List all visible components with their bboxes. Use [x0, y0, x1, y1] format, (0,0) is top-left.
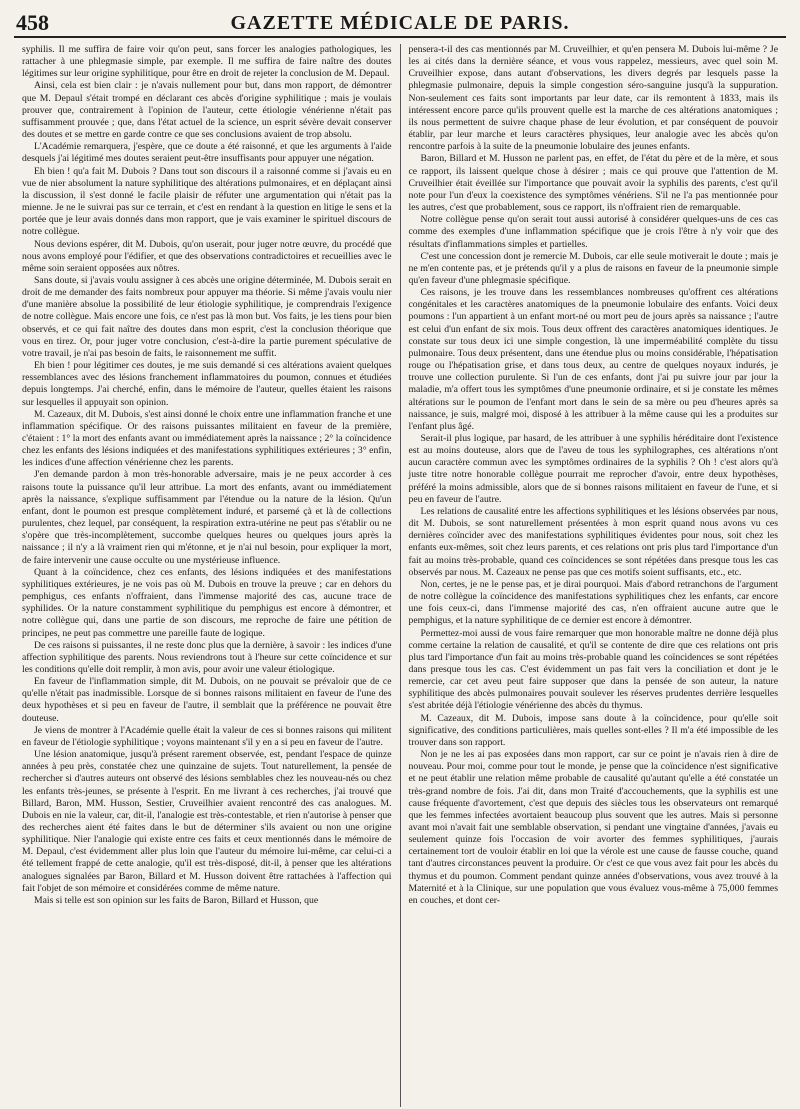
left-column [14, 44, 400, 1107]
paragraph: Permettez-moi aussi de vous faire remarquer que mon honorable maître ne donne déjà plus comme certaine la relation de causalité, et qu'il se contente de dire que ces relations ont pris plus tard l'importance d'un fait au moins très-probable quand les coïncidences se sont répétées dans presque tous les cas. C'est évidemment un pas fait vers la conciliation et dont je le remercie, car cet aveu peut faire supposer que dans la pensée de son auteur, la nature syphilitique des abcès pulmonaires pouvait soulever les réserves prudentes derrière lesquelles s'est abritée déjà l'étiologie vénérienne des abcès du thymus. [408, 627, 778, 712]
paragraph: Eh bien ! pour légitimer ces doutes, je me suis demandé si ces altérations avaient quelques ressemblances avec des lésions franchement inflammatoires du poumon, connues et étudiées depuis longtemps. J'ai cherché, enfin, dans le mémoire de l'auteur, quelles étaient les raisons sur lesquelles il appuyait son opinion. [22, 360, 392, 408]
paragraph: Mais si telle est son opinion sur les faits de Baron, Billard et Husson, que [34, 894, 319, 906]
page-header [14, 10, 786, 38]
paragraph: Quant à la coïncidence, chez ces enfants, des lésions indiquées et des manifestations syphilitiques extérieures, je ne vois pas où M. Dubois en trouve la preuve ; car en dehors du pemphigus, ces enfants n'offraient, dans l'immense majorité des cas, aucune trace de syphilides. Or la nature constamment syphilitique du pemphigus est encore à démontrer, et notre collègue qui, dans une partie de son discours, me reproche de faire une pétition de principes, ne peut pas commettre une pareille faute de logique. [22, 566, 392, 639]
paragraph: Non, certes, je ne le pense pas, et je dirai pourquoi. Mais d'abord retranchons de l'argument de notre collègue la coïncidence des manifestations syphilitiques chez les enfants, car encore une fois ceux-ci, dans l'immense majorité des cas, n'en offraient aucune autre que le pemphigus, et la nature syphilitique de ce dernier est encore à démontrer. [408, 578, 778, 627]
paragraph: Ces raisons, je les trouve dans les ressemblances nombreuses qu'offrent ces altérations congénitales et les caractères anatomiques de la pneumonie lobulaire des enfants. Voici deux poumons : l'un appartient à un enfant mort-né ou mort peu de jours après sa naissance ; l'autre est celui d'un enfant de six mois. Tous deux offrent des caractères anatomiques identiques. Je constate sur tous deux ici une simple congestion, là une imperméabilité complète du tissu pulmonaire. Tous deux présentent, dans une étendue plus ou moins considérable, l'hépatisation rouge ou l'hépatisation grise, et dans tous deux, au centre de quelques noyaux indurés, je trouve une collection purulente. Si l'un de ces enfants, dont j'ai pu suivre jour par jour la maladie, m'a offert tous les symptômes d'une pneumonie ordinaire, et si je constate les mêmes altérations sur le poumon de l'enfant mort dans le sein de sa mère ou peu d'heures après sa naissance, je suis, malgré moi, disposé à les attribuer à la même cause qui les a produites sur l'enfant plus âgé. [408, 287, 778, 432]
paragraph: Sans doute, si j'avais voulu assigner à ces abcès une origine déterminée, M. Dubois serait en droit de me demander des faits nombreux pour appuyer ma théorie. Si même j'avais voulu nier d'une manière absolue la possibilité de leur étiologie syphilitique, je comprendrais l'exigence de notre collègue. Mais encore une fois, ce n'est pas là mon but. Vos faits, je les tiens pour bien observés, et ce qui fait naître des doutes dans mon esprit, c'est la conclusion théorique que vous en tirez. Or, pour juger votre conclusion, c'est-à-dire la partie purement spéculative de votre travail, je n'ai pas besoin de faits, le raisonnement me suffit. [22, 274, 392, 359]
paragraph: Baron, Billard et M. Husson ne parlent pas, en effet, de l'état du père et de la mère, et sous ce rapport, ils laissent quelque chose à désirer ; mais ce qui prouve que l'attention de M. Cruveilhier était éveillée sur l'importance que pouvait avoir la syphilis des parents, c'est qu'il note pour l'un d'eux la coexistence des symptômes vénériens. S'il ne l'a pas mentionnée pour les autres, c'est que probablement, sous ce rapport, ils n'offraient rien de remarquable. [408, 153, 778, 214]
paragraph: pensera-t-il des cas mentionnés par M. Cruveilhier, et qu'en pensera M. Dubois lui-même ? Je les ai cités dans la dernière séance, et vous vous rappelez, messieurs, avec quel soin M. Cruveilhier expose, dans autant d'observations, les divers degrés par lesquels passe la phlegmasie pulmonaire, depuis la simple congestion séro-sanguine jusqu'à la suppuration. Non-seulement ces faits sont importants par leur date, car ils remontent à 1833, mais ils intéressent encore parce qu'ils prouvent quelle est la marche de ces altérations anatomiques ; ils nous permettent de suivre chaque phase de leur évolution, et par conséquent de pouvoir établir, par leur marche et leurs caractères physiques, leur analogie avec les abcès qu'on rencontre parfois à la suite de la pneumonie lobulaire des jeunes enfants. [408, 44, 778, 153]
paragraph: C'est une concession dont je remercie M. Dubois, car elle seule motiverait le doute ; mais je ne m'en contente pas, et je prétends qu'il y a plus de raisons en faveur de la pneumonie simple qu'en faveur d'une phlegmasie spécifique. [408, 250, 778, 286]
paragraph: Non je ne les ai pas exposées dans mon rapport, car sur ce point je n'avais rien à dire de nouveau. Pour moi, comme pour tout le monde, je pense que la coïncidence n'est significative et ne peut établir une relation même probable de causalité qu'autant qu'elle a été constatée un très-grand nombre de fois. J'ai dit, dans mon Traité d'accouchements, que la syphilis est une cause fréquente d'avortement, c'est que depuis des siècles tous les observateurs ont remarqué que les femmes infectées avortaient beaucoup plus souvent que les autres. Mais si personne avant moi n'avait fait une semblable observation, si pendant une vingtaine d'années, j'avais eu seulement quinze fois l'occasion de voir avorter des femmes syphilitiques, j'aurais certainement tort de vouloir établir en loi que la vérole est une cause de fausse couche, quand tant d'autres circonstances peuvent la produire. Or c'est ce que vous avez fait pour les abcès du thymus et du poumon. Comment pendant quinze années d'observations, vous avez trouvé à la Maternité et à la Clinique, sur une population que vous évaluez vous-même à 75,000 femmes en couches, et dont cer- [408, 749, 778, 906]
paragraph: Notre collègue pense qu'on serait tout aussi autorisé à considérer quelques-uns de ces cas comme des exemples d'une inflammation spécifique que je crois l'être à n'y voir que des résultats d'inflammations simples et partielles. [408, 214, 778, 250]
paragraph: Nous devions espérer, dit M. Dubois, qu'on userait, pour juger notre œuvre, du procédé que nous avons employé pour l'édifier, et que des observations contradictoires et recueillies avec le même soin seraient opposées aux nôtres. [22, 238, 392, 274]
paragraph: Je viens de montrer à l'Académie quelle était la valeur de ces si bonnes raisons qui militent en faveur de l'étiologie syphilitique ; voyons maintenant s'il y en a si peu en faveur de l'autre. [22, 724, 392, 748]
paragraph: M. Cazeaux, dit M. Dubois, impose sans doute à la coïncidence, pour qu'elle soit significative, des conditions particulières, mais quelles sont-elles ? Il m'a été impossible de les trouver dans son rapport. [408, 712, 778, 748]
paragraph: Une lésion anatomique, jusqu'à présent rarement observée, est, pendant l'espace de quinze années à peu près, constatée chez une quinzaine de sujets. Tout naturellement, la pensée de rechercher si d'autres auteurs ont observé des lésions semblables chez les nouveau-nés ou chez les enfants très-jeunes, se présente à l'esprit. En me livrant à ces recherches, j'ai trouvé que Billard, Baron, MM. Husson, Sestier, Cruveilhier avaient rencontré des cas analogues. M. Dubois en nie la valeur, car, dit-il, l'analogie est très-contestable, et rien n'autorise à penser que des recherches aient été faites dans le but de déterminer s'ils avaient ou non une origine syphilitique. Nier l'analogie qui existe entre ces faits et ceux mentionnés dans le mémoire de M. Depaul, c'est évidemment aller plus loin que l'auteur du mémoire lui-même, car celui-ci a été tellement frappé de cette analogie, qu'il est très-disposé, dit-il, à penser que les altérations analogues signalées par Baron, Billard et M. Husson doivent être rattachées à l'affection qui fait l'objet de son mémoire et considérées comme de même nature. [22, 749, 392, 894]
paragraph: L'Académie remarquera, j'espère, que ce doute a été raisonné, et que les arguments à l'aide desquels j'ai légitimé mes doutes seraient peut-être insuffisants pour appuyer une négation. [22, 141, 392, 165]
paragraph: Eh bien ! qu'a fait M. Dubois ? Dans tout son discours il a raisonné comme si j'avais eu en vue de nier absolument la nature syphilitique des altérations pulmonaires, et en déplaçant ainsi la discussion, il s'est donné le facile plaisir de réfuter une argumentation qui n'était pas la mienne. Je ne le suivrai pas sur ce terrain, et c'est en rendant à la question en litige le sens et la portée que je leur avais donnés dans mon rapport, que je vais examiner le spirituel discours de notre collègue. [22, 165, 392, 238]
paragraph: En faveur de l'inflammation simple, dit M. Dubois, on ne pouvait se prévaloir que de ce qu'elle n'était pas inadmissible. Lorsque de si bonnes raisons militaient en faveur de l'une des deux hypothèses et si peu en faveur de l'autre, il semblait que la préférence ne pouvait être douteuse. [22, 676, 392, 724]
paragraph: J'en demande pardon à mon très-honorable adversaire, mais je ne peux accorder à ces raisons toute la puissance qu'il leur attribue. La mort des enfants, avant ou immédiatement après la naissance, s'explique suffisamment par l'étendue ou la nature de la lésion. Qu'un enfant, dont le poumon est presque complètement induré, et parsemé çà et là de collections purulentes, chez lequel, par conséquent, la respiration extra-utérine ne peut pas s'établir ou ne s'opère que très-incomplètement, succombe quelques heures ou quelques jours après la naissance ; il n'y a là vraiment rien qui m'étonne, et je n'ai nul besoin, pour expliquer la mort, de faire intervenir une cause occulte ou une mystérieuse influence. [22, 469, 392, 566]
page-number: 458 [16, 10, 49, 35]
paragraph: De ces raisons si puissantes, il ne reste donc plus que la dernière, à savoir : les indices d'une affection syphilitique des parents. Nous reviendrons tout à l'heure sur cette coïncidence et sur les conditions qu'elle doit remplir, à mon avis, pour avoir une valeur étiologique. [22, 639, 392, 675]
article-columns [14, 44, 786, 1107]
paragraph: Les relations de causalité entre les affections syphilitiques et les lésions observées par nous, dit M. Dubois, se sont naturellement présentées à mon esprit quand nous avons vu ces dernières coïncider avec des manifestations syphilitiques évidentes pour nous, soit chez les enfants eux-mêmes, soit chez leurs parents, et ces relations ont pris plus tard l'importance d'un fait au moins très-probable, quand ces coïncidences se sont répétées dans presque tous les cas observés par nous. M. Cazeaux ne pense pas que ces motifs soient suffisants, etc., etc. [408, 505, 778, 578]
paragraph: M. Cazeaux, dit M. Dubois, s'est ainsi donné le choix entre une inflammation franche et une inflammation spécifique. Or des raisons puissantes militaient en faveur de la première, c'étaient : 1° la mort des enfants avant ou immédiatement après la naissance ; 2° la coïncidence chez les enfants des lésions indiquées et des manifestations syphilitiques extérieures ; 3° enfin, les indices d'une affection vénérienne chez les parents. [22, 408, 392, 469]
paragraph: Ainsi, cela est bien clair : je n'avais nullement pour but, dans mon rapport, de démontrer que M. Depaul s'était trompé en déclarant ces abcès d'origine syphilitique ; mais je voulais prouver que, contrairement à l'opinion de l'auteur, cette étiologie vénérienne n'était pas suffisamment prouvée ; que, dans l'état actuel de la science, un esprit sévère devait conserver des doutes et se mettre en garde contre ce que ses conclusions avaient de trop absolu. [22, 80, 392, 141]
paragraph: Serait-il plus logique, par hasard, de les attribuer à une syphilis héréditaire dont l'existence est au moins douteuse, alors que de l'aveu de tous les syphilographes, ces altérations n'ont aucun caractère commun avec les symptômes ordinaires de la syphilis ? Oh ! c'est alors qu'à juste titre notre honorable collègue pourrait me reprocher d'avoir, entre deux hypothèses, préféré la moins admissible, alors que de si bonnes raisons militaient en faveur de l'une, et si peu en faveur de l'autre. [408, 433, 778, 505]
right-column [400, 44, 787, 1107]
journal-title: GAZETTE MÉDICALE DE PARIS. [230, 12, 570, 34]
paragraph: syphilis. Il me suffira de faire voir qu'on peut, sans forcer les analogies pathologiques, les rattacher à une phlegmasie simple, par exemple. Il me suffira de faire naître des doutes légitimes sur leur origine syphilitique, pour être en droit de rejeter la conclusion de M. Depaul. [22, 44, 392, 80]
